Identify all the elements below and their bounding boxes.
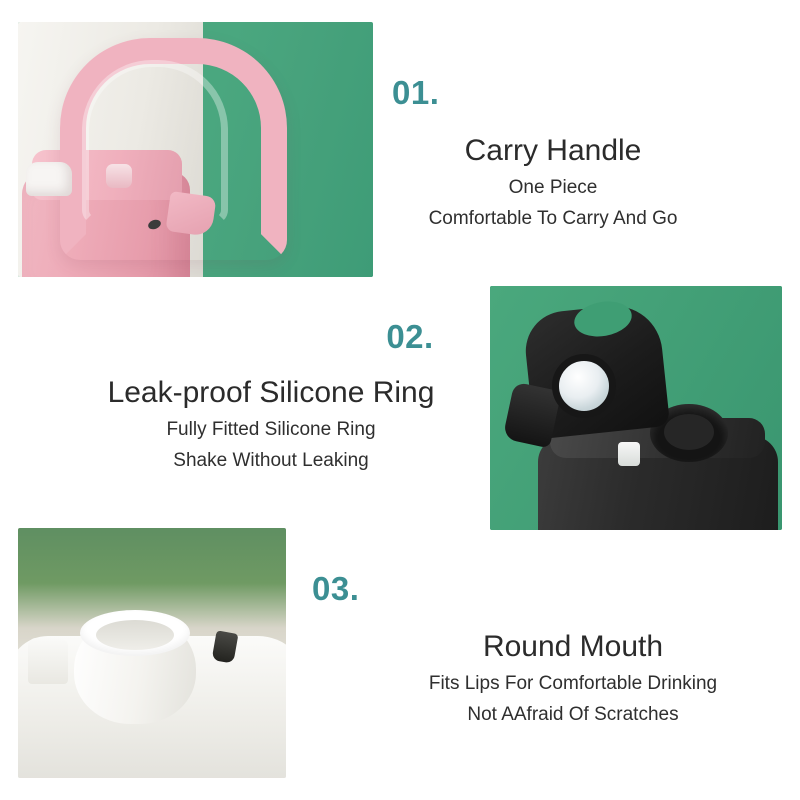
feature-1-number: 01. bbox=[392, 74, 440, 111]
feature-1-line-2: Comfortable To Carry And Go bbox=[428, 208, 678, 229]
bottle-spout-shape bbox=[26, 162, 72, 196]
bottle-side-block-shape bbox=[28, 638, 68, 684]
bottle-button-shape bbox=[106, 164, 132, 188]
black-bottle-cap-photo bbox=[490, 286, 782, 530]
round-mouth-opening-shape bbox=[96, 620, 174, 650]
bottle-cap-ring-inner-shape bbox=[664, 414, 714, 450]
feature-2-line-2: Shake Without Leaking bbox=[173, 450, 369, 471]
feature-block-3 bbox=[288, 570, 788, 726]
feature-1-title: Carry Handle bbox=[464, 134, 642, 167]
feature-1-line-1: One Piece bbox=[508, 177, 598, 198]
pink-bottle-handle-photo bbox=[18, 22, 373, 277]
feature-3-line-1: Fits Lips For Comfortable Drinking bbox=[428, 673, 718, 694]
lid-latch-shape bbox=[618, 442, 640, 466]
feature-3-number: 03. bbox=[312, 570, 360, 607]
feature-3-title: Round Mouth bbox=[482, 630, 664, 663]
feature-3-line-2: Not AAfraid Of Scratches bbox=[467, 704, 679, 725]
feature-block-2 bbox=[38, 318, 468, 472]
silicone-seal-ring-shape bbox=[552, 354, 616, 418]
feature-2-number: 02. bbox=[386, 318, 434, 355]
white-round-mouth-photo bbox=[18, 528, 286, 778]
feature-block-1 bbox=[392, 74, 792, 230]
feature-2-line-1: Fully Fitted Silicone Ring bbox=[166, 419, 376, 440]
feature-2-title: Leak-proof Silicone Ring bbox=[107, 376, 435, 409]
